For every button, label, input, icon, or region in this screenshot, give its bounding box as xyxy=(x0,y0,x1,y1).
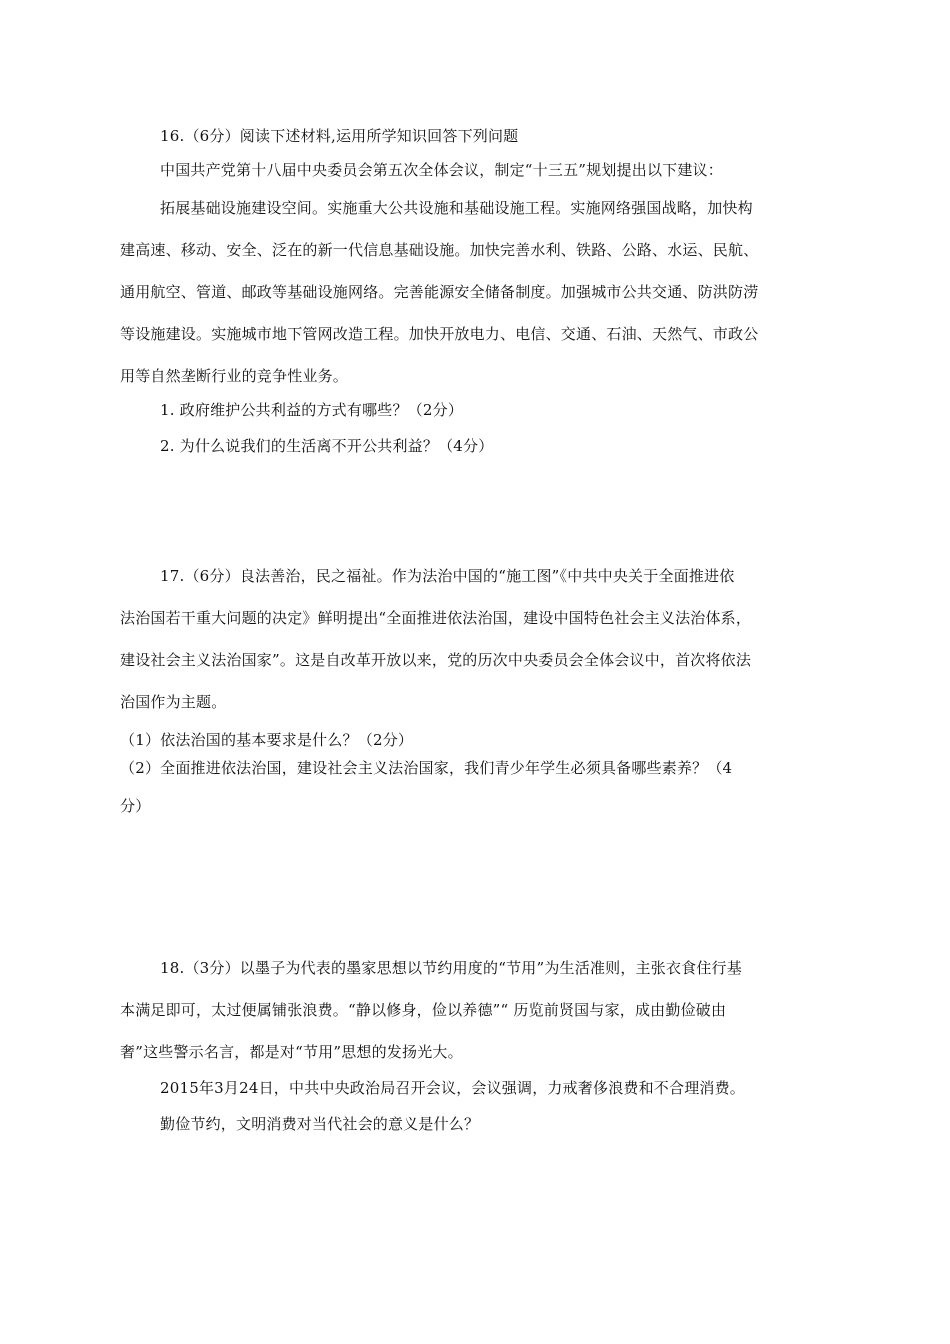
question-17-subquestion-1: （1）依法治国的基本要求是什么？（2分） xyxy=(120,731,414,749)
question-16-intro: 中国共产党第十八届中央委员会第五次全体会议，制定“十三五”规划提出以下建议： xyxy=(160,161,723,179)
question-17-line: 17.（6分）良法善治，民之福祉。作为法治中国的“施工图”《中共中央关于全面推进依 xyxy=(160,567,735,585)
question-18-news: 2015年3月24日，中共中央政治局召开会议，会议强调，力戒奢侈浪费和不合理消费。 xyxy=(160,1079,746,1097)
question-16-subquestion-2: 2. 为什么说我们的生活离不开公共利益？（4分） xyxy=(160,437,494,455)
question-17-subquestion-2-continued: 分） xyxy=(120,797,151,815)
question-16-paragraph-line: 等设施建设。实施城市地下管网改造工程。加快开放电力、电信、交通、石油、天然气、市政公 xyxy=(120,325,759,343)
question-17-line: 法治国若干重大问题的决定》鲜明提出“全面推进依法治国，建设中国特色社会主义法治体系， xyxy=(120,609,752,627)
question-18-line: 18.（3分）以墨子为代表的墨家思想以节约用度的“节用”为生活准则，主张衣食住行基 xyxy=(160,959,742,977)
question-16-subquestion-1: 1. 政府维护公共利益的方式有哪些？（2分） xyxy=(160,401,464,419)
question-17-line: 建设社会主义法治国家”。这是自改革开放以来，党的历次中央委员会全体会议中，首次将依法 xyxy=(120,651,752,669)
question-16-paragraph-line: 通用航空、管道、邮政等基础设施网络。完善能源安全储备制度。加强城市公共交通、防洪防涝 xyxy=(120,283,759,301)
question-17-subquestion-2: （2）全面推进依法治国，建设社会主义法治国家，我们青少年学生必须具备哪些素养？（4 xyxy=(120,759,733,777)
question-16-paragraph-line: 拓展基础设施建设空间。实施重大公共设施和基础设施工程。实施网络强国战略，加快构 xyxy=(160,199,753,217)
question-16-paragraph-line: 建高速、移动、安全、泛在的新一代信息基础设施。加快完善水利、铁路、公路、水运、民航、 xyxy=(120,241,759,259)
question-16-header: 16.（6分）阅读下述材料,运用所学知识回答下列问题 xyxy=(160,127,519,145)
question-18-line: 奢”这些警示名言，都是对“节用”思想的发扬光大。 xyxy=(120,1043,463,1061)
question-18-line: 本满足即可，太过便属铺张浪费。“静以修身，俭以养德”“ 历览前贤国与家，成由勤俭破由 xyxy=(120,1001,727,1019)
question-18-question: 勤俭节约，文明消费对当代社会的意义是什么？ xyxy=(160,1115,480,1133)
question-16-paragraph-line: 用等自然垄断行业的竞争性业务。 xyxy=(120,367,349,385)
question-17-line: 治国作为主题。 xyxy=(120,693,227,711)
